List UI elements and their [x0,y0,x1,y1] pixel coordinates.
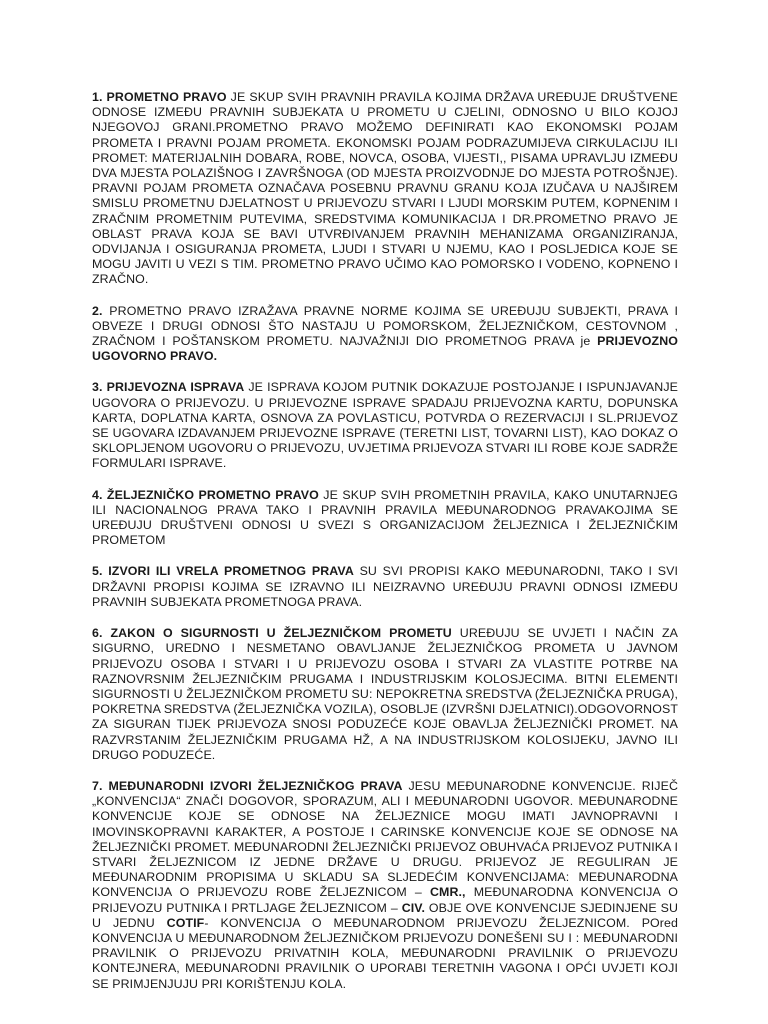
paragraph-text: SU SVI PROPISI KAKO MEĐUNARODNI, TAKO I SVI DRŽAVNI PROPISI KOJIMA SE IZRAVNO ILI NEIZRAVNO UREĐUJU PRAVNI ODNOSI IZMEĐU PRAVNIH SUBJEKATA PROMETNOGA PRAVA. [92,564,678,609]
paragraph-text: JE SKUP SVIH PRAVNIH PRAVILA KOJIMA DRŽAVA UREĐUJE DRUŠTVENE ODNOSE IZMEĐU PRAVNIH SUBJEKATA U PROMETU U CJELINI, ODNOSNO U BILO KOJOJ NJEGOVOJ GRANI.PROMETNO PRAVO MOŽEMO DEFINIRATI KAO EKONOMSKI POJAM PROMETA I PRAVNI POJAM PROMETA. EKONOMSKI POJAM PODRAZUMIJEVA CIRKULACIJU ILI PROMET: MATERIJALNIH DOBARA, ROBE, NOVCA, OSOBA, VIJESTI,, PISAMA UPRAVLJU IZMEĐU DVA MJESTA POLAZIŠNOG I ZAVRŠNOGA (OD MJESTA PROIZVODNJE DO MJESTA POTROŠNJE). PRAVNI POJAM PROMETA OZNAČAVA POSEBNU PRAVNU GRANU KOJA IZUČAVA U NAJŠIREM SMISLU PROMETNU DJELATNOST U PRIJEVOZU STVARI I LJUDI MORSKIM PUTEM, KOPNENIM I ZRAČNIM PROMETNIM PUTEVIMA, SREDSTVIMA KOMUNIKACIJA I DR.PROMETNO PRAVO JE OBLAST PRAVA KOJA SE BAVI UTVRĐIVANJEM PRAVNIH MEHANIZAMA ORGANIZIRANJA, ODVIJANJA I OSIGURANJA PROMETA, LJUDI I STVARI U NJEMU, KAO I POSLJEDICA KOJE SE MOGU JAVITI U VEZI S TIM. PROMETNO PRAVO UČIMO KAO POMORSKO I VODENO, KOPNENO I ZRAČNO. [92,90,678,287]
paragraph-1 [92,90,678,288]
term-izvori-prometnog-prava: 5. IZVORI ILI VRELA PROMETNOG PRAVA [92,564,354,579]
paragraph-text: JE SKUP SVIH PROMETNIH PRAVILA, KAKO UNUTARNJEG ILI NACIONALNOG PRAVA TAKO I PRAVNIH PRAVILA MEĐUNARODNOG PRAVAKOJIMA SE UREĐUJU DRUŠTVENI ODNOSI U SVEZI S ORGANIZACIJOM ŽELJEZNICA I ŽELJEZNIČKIM PROMETOM [92,487,678,548]
paragraph-7 [92,779,678,992]
term-prijevozna-isprava: 3. PRIJEVOZNA ISPRAVA [92,380,245,395]
term-zeljeznicko-prometno-pravo: 4. ŽELJEZNIČKO PROMETNO PRAVO [92,487,319,502]
paragraph-2 [92,304,678,365]
paragraph-5 [92,564,678,610]
paragraph-text: JE ISPRAVA KOJOM PUTNIK DOKAZUJE POSTOJANJE I ISPUNJAVANJE UGOVORA O PRIJEVOZU. U PRIJEVOZNE ISPRAVE SPADAJU PRIJEVOZNA KARTU, DOPUNSKA KARTA, DOPLATNA KARTA, OSNOVA ZA POVLASTICU, POTVRDA O REZERVACIJI I SL.PRIJEVOZ SE UGOVARA IZDAVANJEM PRIJEVOZNE ISPRAVE (TERETNI LIST, TOVARNI LIST), KAO DOKAZ O SKLOPLJENOM UGOVORU O PRIJEVOZU, UVJETIMA PRIJEVOZA STVARI ILI ROBE KOJE SADRŽE FORMULARI ISPRAVE. [92,380,678,471]
paragraph-text: - KONVENCIJA O MEĐUNARODNOM PRIJEVOZU ŽELJEZNICOM. POred KONVENCIJA U MEĐUNARODNOM ŽELJEZNIČKOM PRIJEVOZU DONEŠENI SU I : MEĐUNARODNI PRAVILNIK O PRIJEVOZU PRIVATNIH KOLA, MEĐUNARODNI PRAVILNIK O PRIJEVOZU KONTEJNERA, MEĐUNARODNI PRAVILNIK O UPORABI TERETNIH VAGONA I OPĆI UVJETI KOJI SE PRIMJENJUJU PRI KORIŠTENJU KOLA. [92,915,678,991]
paragraph-3 [92,380,678,471]
term-medunarodni-izvori: 7. MEĐUNARODNI IZVORI ŽELJEZNIČKOG PRAVA [92,778,403,793]
paragraph-6 [92,626,678,763]
paragraph-text: MEĐUNARODNA KONVENCIJA O PRIJEVOZU PUTNIKA I PRTLJAGE ŽELJEZNICOM – [92,885,679,915]
term-zakon-o-sigurnosti: 6. ZAKON O SIGURNOSTI U ŽELJEZNIČKOM PROMETU [92,626,452,641]
document-body [92,90,678,1008]
term-civ: CIV. [401,900,426,915]
paragraph-text: OBJE OVE KONVENCIJE SJEDINJENE SU U JEDNU [92,900,678,930]
paragraph-number: 2. [92,303,103,318]
term-prometno-pravo: 1. PROMETNO PRAVO [92,90,227,104]
term-cotif: COTIF [166,915,205,930]
paragraph-text: JESU MEĐUNARODNE KONVENCIJE. RIJEČ „KONVENCIJA“ ZNAČI DOGOVOR, SPORAZUM, ALI I MEĐUNARODNI UGOVOR. MEĐUNARODNE KONVENCIJE KOJE SE ODNOSE NA ŽELJEZNICE MOGU IMATI JAVNOPRAVNI I IMOVINSKOPRAVNI KARAKTER, A POSTOJE I CARINSKE KONVENCIJE KOJE SE ODNOSE NA ŽELJEZNIČKI PROMET. MEĐUNARODNI ŽELJEZNIČKI PRIJEVOZ OBUHVAĆA PRIJEVOZ PUTNIKA I STVARI ŽELJEZNICOM IZ JEDNE DRŽAVE U DRUGU. PRIJEVOZ JE REGULIRAN JE MEĐUNARODNIM PROPISIMA U SKLADU SA SLJEDEĆIM KONVENCIJAMA: MEĐUNARODNA KONVENCIJA O PRIJEVOZU ROBE ŽELJEZNICOM – [92,778,678,900]
paragraph-text: UREĐUJU SE UVJETI I NAČIN ZA SIGURNO, UREDNO I NESMETANO OBAVLJANJE ŽELJEZNIČKOG PROMETA U JAVNOM PRIJEVOZU OSOBA I STVARI I U PRIJEVOZU OSOBA I STVARI ZA VLASTITE POTRBE NA RAZNOVRSNIM ŽELJEZNIČKIM PRUGAMA I INDUSTRIJSKIM KOLOSJECIMA. BITNI ELEMENTI SIGURNOSTI U ŽELJEZNIČKOM PROMETU SU: NEPOKRETNA SREDSTVA (ŽELJEZNIČKA PRUGA), POKRETNA SREDSTVA (ŽELJEZNIČKA VOZILA), OSOBLJE (IZVRŠNI DJELATNICI).ODGOVORNOST ZA SIGURAN TIJEK PRIJEVOZA SNOSI PODUZEĆE KOJE OBAVLJA ŽELJEZNIČKI PROMET. NA RAZVRSTANIM ŽELJEZNIČKIM PRUGAMA HŽ, A NA INDUSTRIJSKOM KOLOSIJEKU, JAVNO ILI DRUGO PODUZEĆE. [92,626,678,762]
term-cmr: CMR., [429,885,466,900]
paragraph-4 [92,488,678,549]
term-prijevozno-ugovorno-pravo: PRIJEVOZNO UGOVORNO PRAVO. [92,334,678,364]
paragraph-text: PROMETNO PRAVO IZRAŽAVA PRAVNE NORME KOJIMA SE UREĐUJU SUBJEKTI, PRAVA I OBVEZE I DRUGI ODNOSI ŠTO NASTAJU U POMORSKOM, ŽELJEZNIČKOM, CESTOVNOM , ZRAČNOM I POŠTANSKOM PROMETU. NAJVAŽNIJI DIO PROMETNOG PRAVA je [92,303,678,349]
